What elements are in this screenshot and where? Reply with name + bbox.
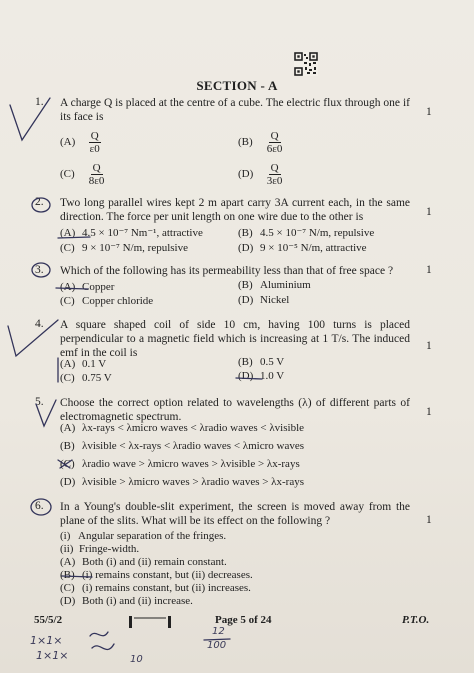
option-d[interactable]: (D) $\frac{Q}{3\varepsilon 0}$ <box>238 162 283 187</box>
option-a[interactable]: (A) 4.5 × 10⁻⁷ Nm⁻¹, attractive <box>60 227 203 239</box>
subitem-2: (ii) Fringe-width. <box>60 543 140 555</box>
option-a[interactable]: (A) Copper <box>60 281 115 293</box>
question-text: Two long parallel wires kept 2 m apart carry 3A current each, in the same direction. The force per unit length on one wire due to the other is <box>60 197 410 223</box>
subitem-1: (i) Angular separation of the fringes. <box>60 530 227 542</box>
question-number: 5. <box>35 396 44 408</box>
option-d[interactable]: (D) 9 × 10⁻⁵ N/m, attractive <box>238 242 367 254</box>
marks: 1 <box>426 106 432 118</box>
option-a[interactable]: (A) $\frac{Q}{\varepsilon 0}$ <box>60 130 100 155</box>
option-d[interactable]: (D) 1.0 V <box>238 370 285 382</box>
option-c[interactable]: (C) 9 × 10⁻⁷ N/m, repulsive <box>60 242 188 254</box>
option-b[interactable]: (B) $\frac{Q}{6\varepsilon 0}$ <box>238 130 283 155</box>
option-d[interactable]: (D) Both (i) and (ii) increase. <box>60 595 193 607</box>
marks: 1 <box>426 514 432 526</box>
fraction: $\frac{Q}{6\varepsilon 0}$ <box>266 130 283 155</box>
option-c[interactable]: (C) Copper chloride <box>60 295 154 307</box>
option-a[interactable]: (A) Both (i) and (ii) remain constant. <box>60 556 227 568</box>
question-text: A charge Q is placed at the centre of a cube. The electric flux through one if its face is <box>60 97 410 123</box>
marks: 1 <box>426 264 432 276</box>
handwritten-calc-1: 1×1× <box>30 634 63 647</box>
option-c[interactable]: (C) (i) remains constant, but (ii) increases. <box>60 582 251 594</box>
option-d[interactable]: (D) Nickel <box>238 294 290 306</box>
option-a[interactable]: (A) λx-rays < λmicro waves < λradio waves < λvisible <box>60 422 305 434</box>
page-number: Page 5 of 24 <box>215 614 272 626</box>
marks: 1 <box>426 340 432 352</box>
handwritten-calc-2: 1×1× <box>36 649 69 662</box>
option-b[interactable]: (B) (i) remains constant, but (ii) decreases. <box>60 569 253 581</box>
marks: 1 <box>426 206 432 218</box>
handwritten-note: 10 <box>130 654 143 665</box>
section-title: SECTION - A <box>196 78 278 93</box>
option-b[interactable]: (B) 4.5 × 10⁻⁷ N/m, repulsive <box>238 227 375 239</box>
handwritten-fraction-num: 12 <box>212 626 225 637</box>
question-number: 4. <box>35 318 44 330</box>
tick-mark-q4 <box>8 320 58 356</box>
marks: 1 <box>426 406 432 418</box>
binding-mark-icon <box>128 614 174 630</box>
option-c[interactable]: (C) λradio wave > λmicro waves > λvisible > λx-rays <box>60 458 300 470</box>
option-d[interactable]: (D) λvisible > λmicro waves > λradio waves > λx-rays <box>60 476 305 488</box>
question-number: 1. <box>35 96 44 108</box>
question-number: 2. <box>35 196 44 208</box>
option-b[interactable]: (B) λvisible < λx-rays < λradio waves < λmicro waves <box>60 440 305 452</box>
question-number: 6. <box>35 500 44 512</box>
scribble-calc <box>90 632 114 650</box>
option-a[interactable]: (A) 0.1 V <box>60 358 107 370</box>
question-text: A square shaped coil of side 10 cm, having 100 turns is placed perpendicular to a magnetic field which is increasing at 1 T/s. The induced emf in the coil is <box>60 319 410 359</box>
fraction: $\frac{Q}{3\varepsilon 0}$ <box>266 162 283 187</box>
option-b[interactable]: (B) Aluminium <box>238 279 311 291</box>
question-text: Choose the correct option related to wavelengths (λ) of different parts of electromagnetic spectrum. <box>60 397 410 423</box>
option-b[interactable]: (B) 0.5 V <box>238 356 285 368</box>
pto-label: P.T.O. <box>402 614 430 626</box>
handwritten-fraction-den: 100 <box>207 640 227 651</box>
option-c[interactable]: (C) 0.75 V <box>60 372 112 384</box>
qr-code-icon <box>294 52 318 76</box>
paper-code: 55/5/2 <box>34 614 63 626</box>
question-text: In a Young's double-slit experiment, the screen is moved away from the plane of the slits. What will be its effect on the following ? <box>60 501 410 527</box>
tick-mark-q1 <box>10 98 50 140</box>
question-number: 3. <box>35 264 44 276</box>
fraction: $\frac{Q}{8\varepsilon 0}$ <box>88 162 105 187</box>
option-c[interactable]: (C) $\frac{Q}{8\varepsilon 0}$ <box>60 162 105 187</box>
fraction: $\frac{Q}{\varepsilon 0}$ <box>89 130 100 155</box>
question-text: Which of the following has its permeability less than that of free space ? <box>60 265 394 277</box>
